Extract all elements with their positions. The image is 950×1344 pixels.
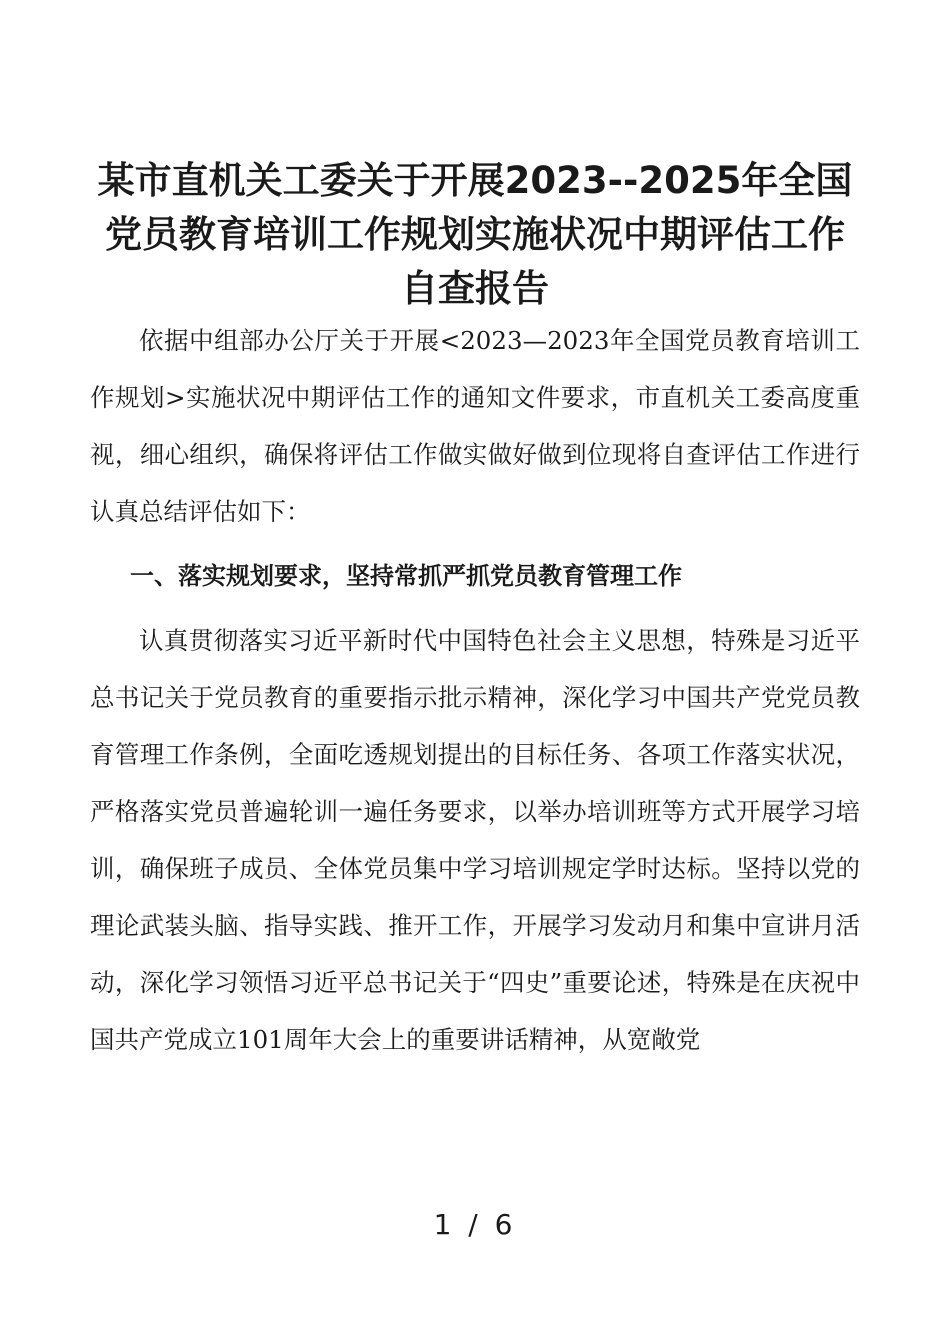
document-title [90,154,860,316]
section-heading-1: 一、落实规划要求，坚持常抓严抓党员教育管理工作 [130,562,682,590]
title-line-3: 自查报告 [401,267,549,310]
section-1-paragraph: 认真贯彻落实习近平新时代中国特色社会主义思想，特殊是习近平总书记关于党员教育的重要指示批示精神，深化学习中国共产党党员教育管理工作条例，全面吃透规划提出的目标任务、各项工作落实状况，严格落实党员普遍轮训一遍任务要求，以举办培训班等方式开展学习培训，确保班子成员、全体党员集中学习培训规定学时达标。坚持以党的理论武装头脑、指导实践、推开工作，开展学习发动月和集中宣讲月活动，深化学习领悟习近平总书记关于“四史”重要论述，特殊是在庆祝中国共产党成立101周年大会上的重要讲话精神，从宽敞党 [90,626,860,1054]
page-number: 1 / 6 [433,1208,517,1241]
title-line-1: 某市直机关工委关于开展2023--2025年全国 [97,159,853,202]
title-line-2: 党员教育培训工作规划实施状况中期评估工作 [105,213,845,256]
intro-paragraph: 依据中组部办公厅关于开展<2023—2023年全国党员教育培训工作规划>实施状况中期评估工作的通知文件要求，市直机关工委高度重视，细心组织，确保将评估工作做实做好做到位现将自查评估工作进行认真总结评估如下： [90,326,860,526]
